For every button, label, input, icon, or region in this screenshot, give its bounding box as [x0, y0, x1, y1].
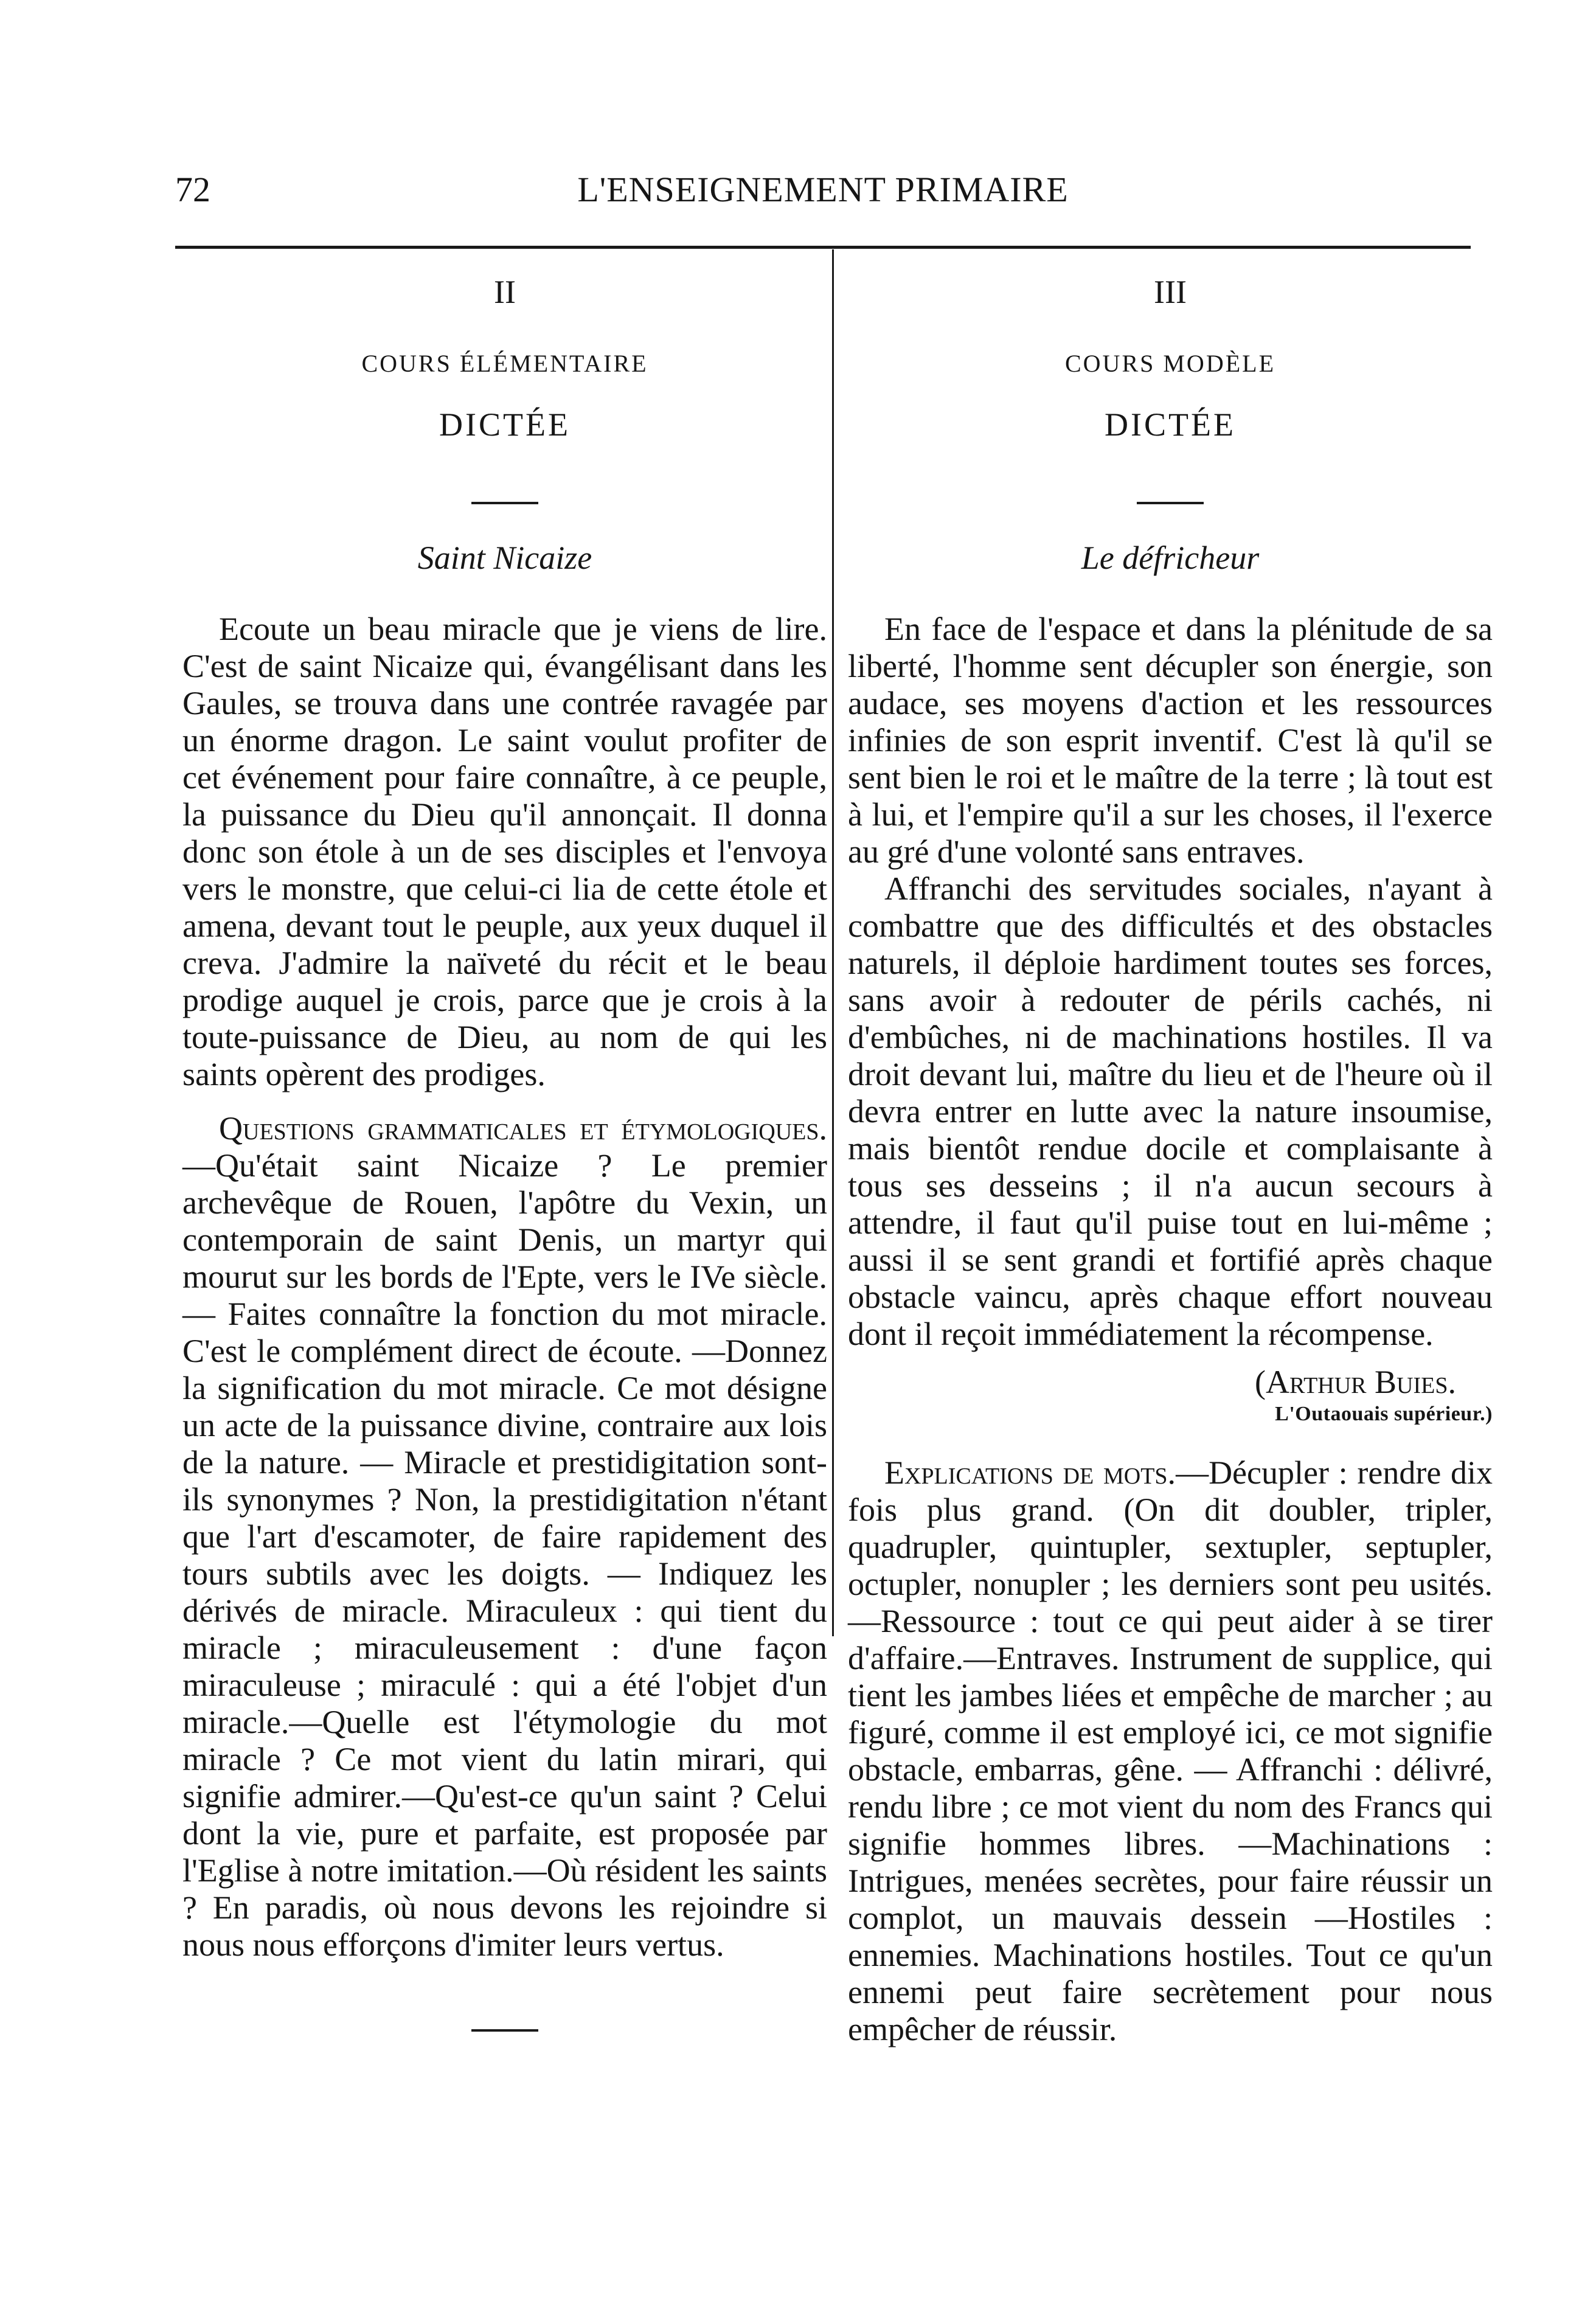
piece-title: Saint Nicaize: [417, 540, 592, 576]
section-number: II: [494, 274, 516, 310]
questions-label: Questions grammaticales et étymologiques.: [219, 1110, 827, 1147]
dictation-text: En face de l'espace et dans la plénitude de sa liberté, l'homme sent décupler son énergie, son audace, ses moyens d'action et les ressources infinies de son esprit inventif. C'est là qu'il se sent bien le roi et le maître de la terre ; là tout est à lui, et l'empire qu'il a sur les choses, il l'exerce au gré d'une volonté sans entraves.: [848, 611, 1493, 870]
source: L'Outaouais supérieur.): [1275, 1403, 1493, 1425]
page-header: [175, 169, 1471, 218]
course-label: COURS ÉLÉMENTAIRE: [361, 350, 648, 377]
page-number: 72: [175, 170, 210, 209]
running-title: L'ENSEIGNEMENT PRIMAIRE: [577, 170, 1069, 209]
right-column: [848, 262, 1493, 2048]
course-label: COURS MODÈLE: [1064, 350, 1276, 377]
questions-paragraph: [182, 1110, 827, 1964]
piece-title: Le défricheur: [1081, 540, 1260, 576]
explications-label: Explications de mots.: [884, 1454, 1176, 1491]
end-rule: [471, 2029, 538, 2032]
dictation-text-2: Affranchi des servitudes sociales, n'ayant à combattre que des difficultés et des obstacles naturels, il déploie hardiment toutes ses forces, sans avoir à redouter de périls cachés, ni d'embûches, ni de machinations hostiles. Il va droit devant lui, maître du lieu et de l'heure où il devra entrer en lutte avec la nature insoumise, mais bientôt rendue docile et complaisante à tous ses desseins ; il n'a aucun secours à attendre, il faut qu'il puise tout en lui-même ; aussi il se sent grandi et fortifié après chaque obstacle vaincu, après chaque effort nouveau dont il reçoit immédiatement la récompense.: [848, 870, 1493, 1352]
dictation-heading: DICTÉE: [439, 406, 571, 443]
column-divider: [832, 249, 834, 1636]
section-rule: [1137, 502, 1204, 504]
attribution: (Arthur Buies.: [1255, 1364, 1456, 1400]
section-number: III: [1154, 274, 1187, 310]
explications-text: —Décupler : rendre dix fois plus grand. (On dit doubler, tripler, quadrupler, quintupler, sextupler, septupler, octupler, nonupler ; les derniers sont peu usités.—Ressource : tout ce qui peut aider à se tirer d'affaire.—Entraves. Instrument de supplice, qui tient les jambes liées et empêche de marcher ; au figuré, comme il est employé ici, ce mot signifie obstacle, embarras, gêne. — Affranchi : délivré, rendu libre ; ce mot vient du nom des Francs qui signifie hommes libres. —Machinations : Intrigues, menées secrètes, pour faire réussir un complot, un mauvais dessein —Hostiles : ennemies. Machinations hostiles. Tout ce qu'un ennemi peut faire secrètement pour nous empêcher de réussir.: [848, 1454, 1493, 2047]
dictation-heading: DICTÉE: [1105, 406, 1236, 443]
dictation-text: Ecoute un beau miracle que je viens de lire. C'est de saint Nicaize qui, évangélisant dans les Gaules, se trouva dans une contrée ravagée par un énorme dragon. Le saint voulut profiter de cet événement pour faire connaître, à ce peuple, la puissance du Dieu qu'il annonçait. Il donna donc son étole à un de ses disciples et l'envoya vers le monstre, que celui-ci lia de cette étole et amena, devant tout le peuple, aux yeux duquel il creva. J'admire la naïveté du récit et le beau prodige auquel je crois, parce que je crois à la toute-puissance de Dieu, au nom de qui les saints opèrent des prodiges.: [182, 611, 827, 1092]
questions-text: —Qu'était saint Nicaize ? Le premier archevêque de Rouen, l'apôtre du Vexin, un contemporain de saint Denis, un martyr qui mourut sur les bords de l'Epte, vers le IVe siècle.— Faites connaître la fonction du mot miracle. C'est le complément direct de écoute. —Donnez la signification du mot miracle. Ce mot désigne un acte de la puissance divine, contraire aux lois de la nature. — Miracle et prestidigitation sont-ils synonymes ? Non, la prestidigitation n'étant que l'art d'escamoter, de faire rapidement des tours subtils avec les doigts. — Indiquez les dérivés de miracle. Miraculeux : qui tient du miracle ; miraculeusement : d'une façon miraculeuse ; miraculé : qui a été l'objet d'un miracle.—Quelle est l'étymologie du mot miracle ? Ce mot vient du latin mirari, qui signifie admirer.—Qu'est-ce qu'un saint ? Celui dont la vie, pure et parfaite, est proposée par l'Eglise à notre imitation.—Où résident les saints ? En paradis, où nous devons les rejoindre si nous nous efforçons d'imiter leurs vertus.: [182, 1147, 827, 1963]
explications-paragraph: [848, 1454, 1493, 2048]
section-rule: [471, 502, 538, 504]
left-column: [182, 262, 827, 2032]
header-rule: [175, 246, 1471, 249]
